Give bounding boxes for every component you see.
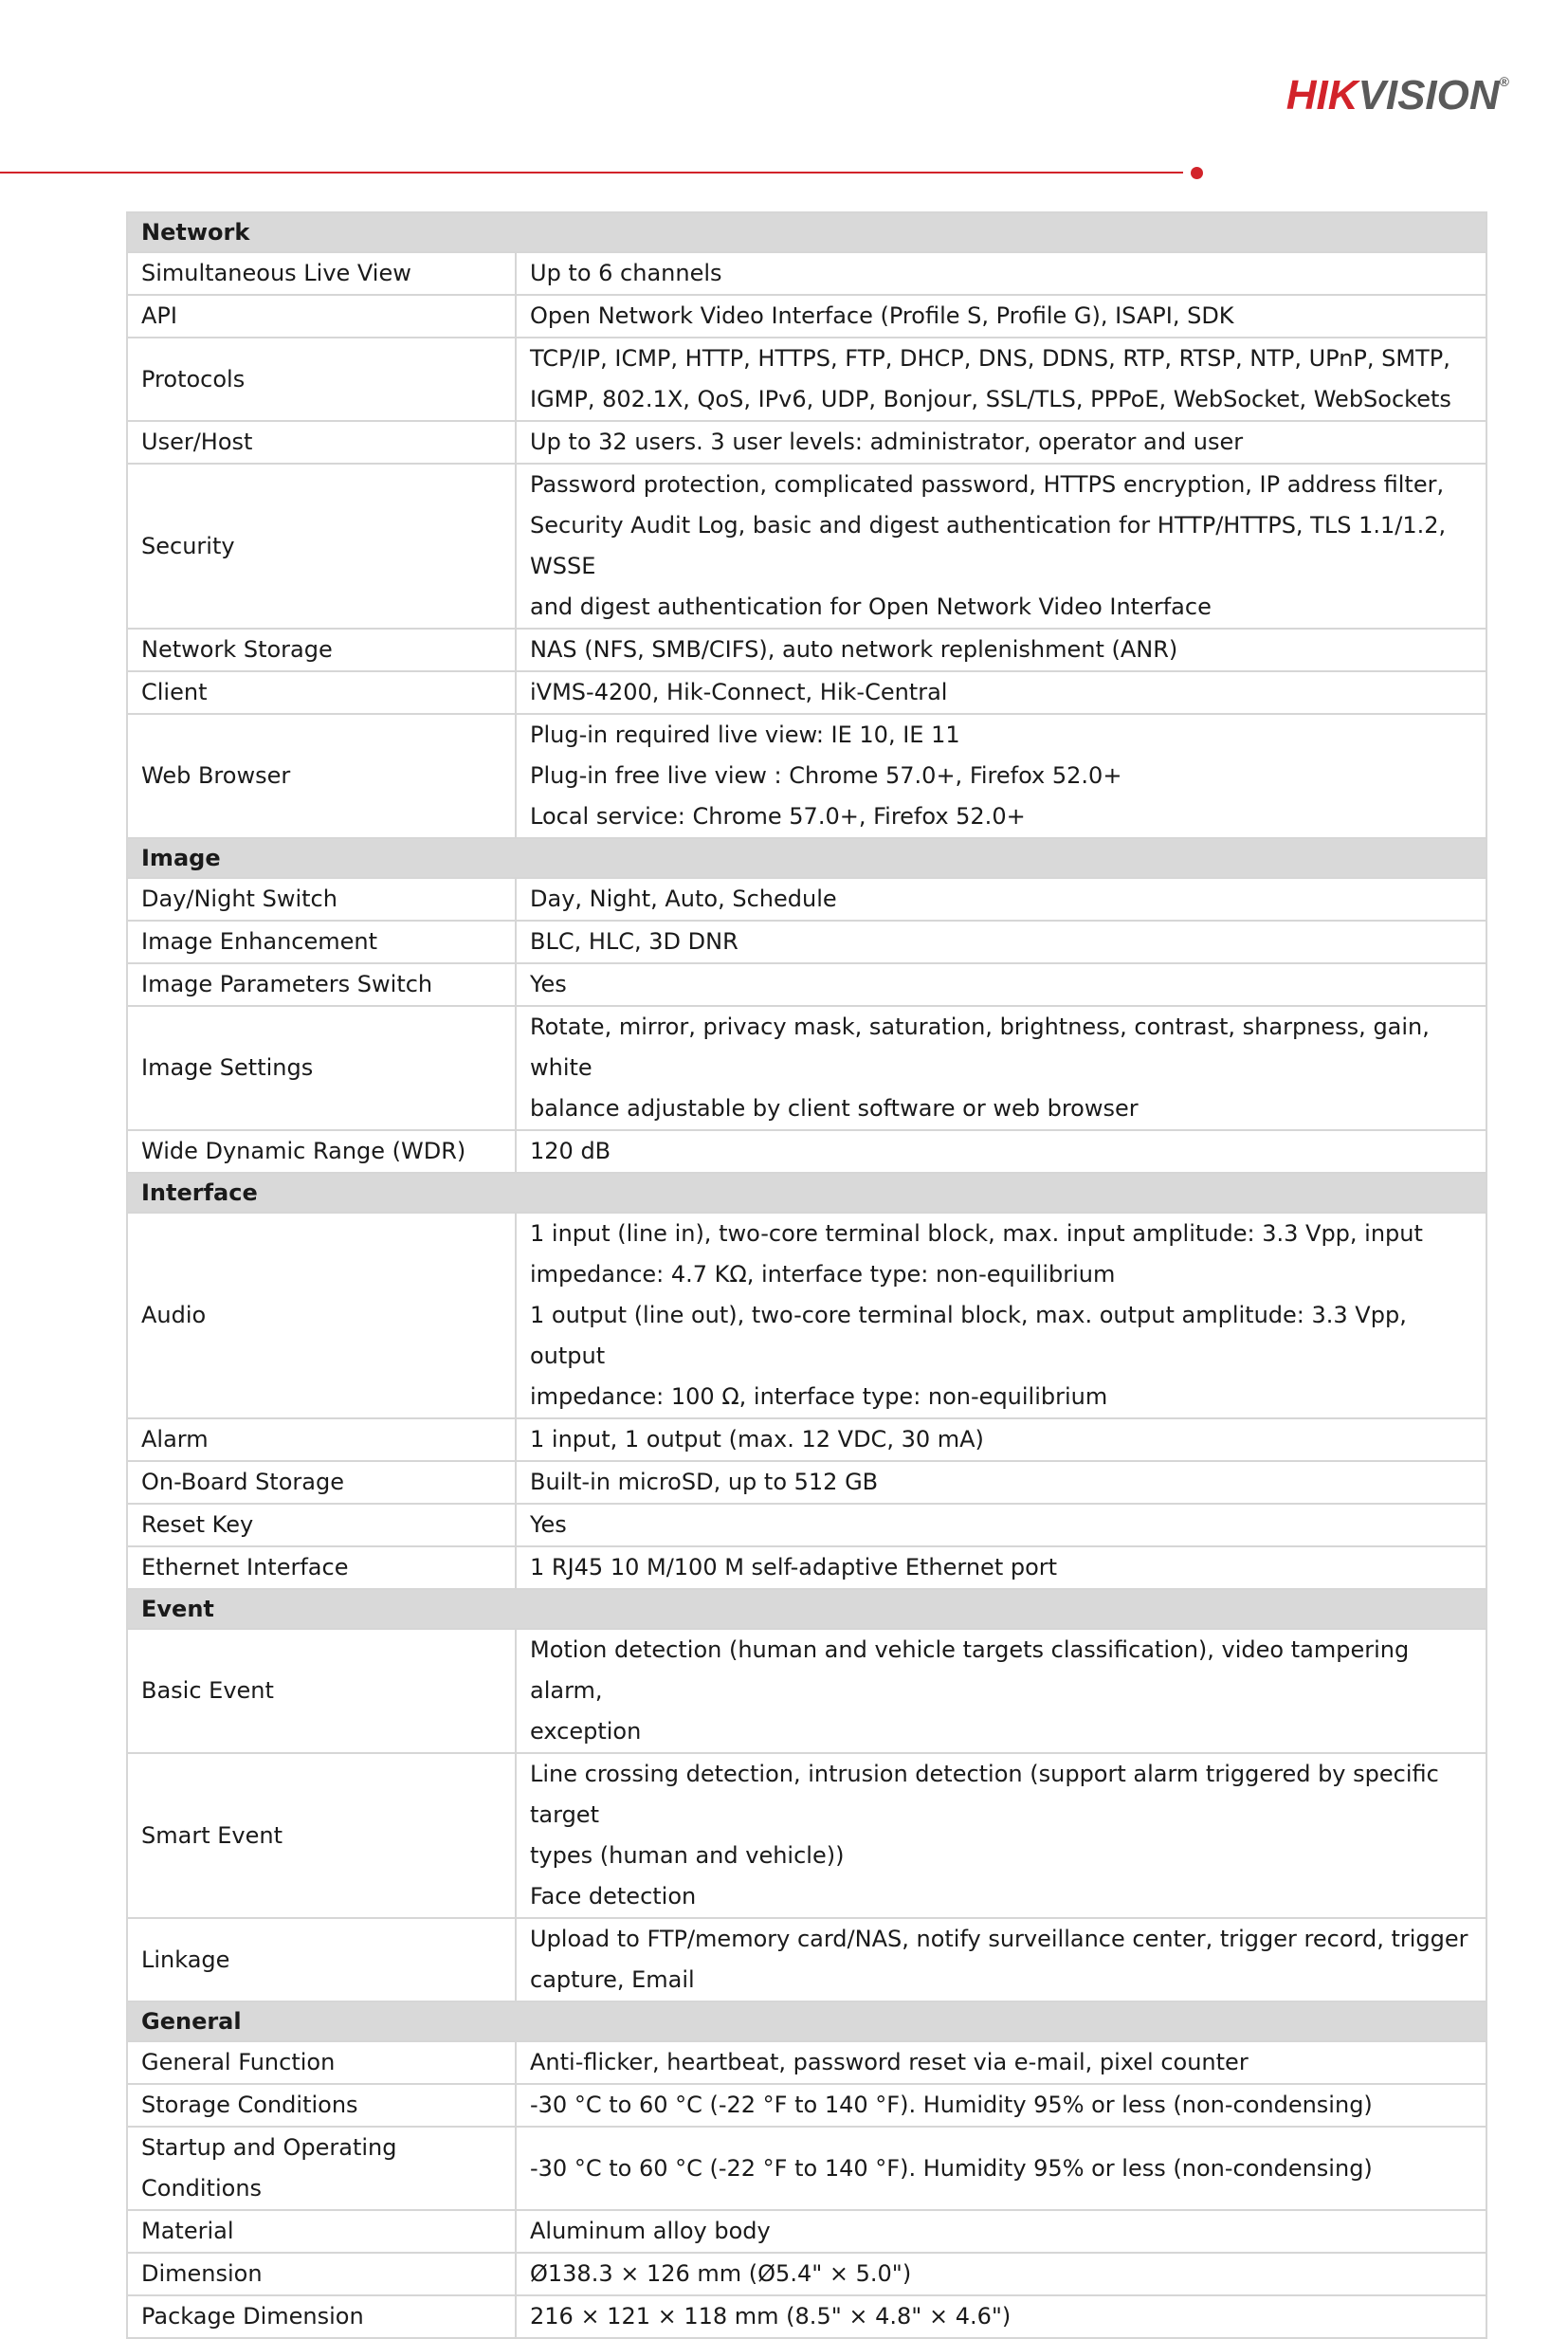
spec-label-line: Dimension [141,2260,263,2287]
spec-label-line: Linkage [141,1946,230,1973]
section-header-row [127,1589,1486,1629]
spec-label [127,1213,516,1418]
spec-value-line: 1 RJ45 10 M/100 M self-adaptive Ethernet port [530,1554,1058,1581]
spec-value-line: Line crossing detection, intrusion detection (support alarm triggered by specific target [530,1761,1439,1828]
spec-row [127,963,1486,1006]
spec-value [516,1213,1486,1418]
spec-label [127,295,516,338]
spec-label-line: Day/Night Switch [141,886,337,912]
spec-value [516,2041,1486,2084]
section-title: Event [127,1589,1486,1629]
spec-row [127,295,1486,338]
spec-value-line: TCP/IP, ICMP, HTTP, HTTPS, FTP, DHCP, DNS, DDNS, RTP, RTSP, NTP, UPnP, SMTP, [530,345,1450,372]
spec-label [127,2210,516,2253]
spec-value-line: 1 input, 1 output (max. 12 VDC, 30 mA) [530,1426,984,1453]
spec-value-line: balance adjustable by client software or web browser [530,1095,1139,1122]
spec-label [127,1006,516,1130]
spec-value-line: capture, Email [530,1966,695,1993]
spec-value [516,878,1486,921]
spec-row [127,1918,1486,2001]
spec-value [516,338,1486,421]
spec-label [127,1629,516,1753]
spec-value [516,421,1486,464]
spec-value-line: Yes [530,1511,567,1538]
spec-label-line: Package Dimension [141,2303,364,2330]
section-title: Interface [127,1173,1486,1213]
spec-label [127,252,516,295]
spec-label [127,629,516,671]
spec-label-line: Smart Event [141,1821,283,1849]
spec-row [127,1629,1486,1753]
spec-value [516,921,1486,963]
spec-value-line: Aluminum alloy body [530,2218,771,2244]
spec-value [516,1461,1486,1504]
spec-value-line: -30 °C to 60 °C (-22 °F to 140 °F). Humidity 95% or less (non-condensing) [530,2092,1373,2118]
spec-row [127,2041,1486,2084]
spec-value-line: BLC, HLC, 3D DNR [530,928,738,955]
spec-row [127,1753,1486,1918]
spec-value-line: Ø138.3 × 126 mm (Ø5.4" × 5.0") [530,2260,912,2287]
spec-value [516,1130,1486,1173]
spec-label [127,714,516,838]
spec-label-line: Reset Key [141,1511,254,1538]
logo-vision: VISION [1358,72,1500,119]
section-title: Network [127,212,1486,252]
spec-row [127,1461,1486,1504]
spec-label [127,2253,516,2295]
spec-label-line: API [141,302,177,329]
spec-label-line: Conditions [141,2175,263,2202]
spec-value [516,2253,1486,2295]
spec-label-line: On-Board Storage [141,1469,344,1495]
spec-value-line: Open Network Video Interface (Profile S, Profile G), ISAPI, SDK [530,302,1234,329]
spec-label-line: Image Settings [141,1054,314,1081]
spec-value [516,629,1486,671]
spec-value [516,2210,1486,2253]
section-title: Image [127,838,1486,878]
spec-label-line: Image Parameters Switch [141,971,433,997]
spec-value-line: iVMS-4200, Hik-Connect, Hik-Central [530,679,948,705]
spec-value-line: Day, Night, Auto, Schedule [530,886,837,912]
spec-value-line: impedance: 100 Ω, interface type: non-equilibrium [530,1383,1108,1410]
spec-label-line: Wide Dynamic Range (WDR) [141,1138,466,1164]
spec-value [516,1629,1486,1753]
spec-row [127,1130,1486,1173]
spec-value-line: Security Audit Log, basic and digest authentication for HTTP/HTTPS, TLS 1.1/1.2, WSSE [530,512,1447,579]
spec-value [516,714,1486,838]
spec-value-line: Upload to FTP/memory card/NAS, notify surveillance center, trigger record, trigger [530,1926,1468,1952]
spec-value-line: Yes [530,971,567,997]
spec-label-line: Ethernet Interface [141,1554,349,1581]
spec-row [127,878,1486,921]
spec-value [516,2295,1486,2338]
spec-table [126,211,1487,2339]
registered-mark: ® [1499,74,1509,89]
spec-value-line: Face detection [530,1883,697,1910]
header-rule-dot [1191,167,1203,179]
spec-table-body [127,212,1486,2338]
spec-label-line: Basic Event [141,1677,274,1704]
spec-value-line: 120 dB [530,1138,611,1164]
spec-label [127,421,516,464]
spec-label-line: User/Host [141,429,253,455]
spec-row [127,1213,1486,1418]
spec-row [127,1418,1486,1461]
spec-value-line: -30 °C to 60 °C (-22 °F to 140 °F). Humidity 95% or less (non-condensing) [530,2154,1373,2182]
spec-label-line: Security [141,532,235,559]
spec-row [127,1006,1486,1130]
section-title: General [127,2001,1486,2041]
spec-label [127,878,516,921]
spec-value-line: Password protection, complicated password, HTTPS encryption, IP address filter, [530,471,1445,498]
spec-value-line: IGMP, 802.1X, QoS, IPv6, UDP, Bonjour, SSL/TLS, PPPoE, WebSocket, WebSockets [530,386,1451,412]
section-header-row [127,1173,1486,1213]
spec-value-line: Up to 32 users. 3 user levels: administrator, operator and user [530,429,1244,455]
spec-value [516,2084,1486,2127]
spec-value [516,1418,1486,1461]
spec-label [127,2084,516,2127]
spec-value-line: Anti-flicker, heartbeat, password reset via e-mail, pixel counter [530,2049,1249,2075]
spec-row [127,2295,1486,2338]
spec-label-line: Network Storage [141,636,333,663]
spec-label [127,2127,516,2210]
spec-row [127,629,1486,671]
spec-label [127,1918,516,2001]
spec-label-line: Alarm [141,1426,209,1453]
spec-value-line: exception [530,1718,642,1745]
spec-value [516,1753,1486,1918]
spec-row [127,2253,1486,2295]
spec-row [127,338,1486,421]
spec-label [127,671,516,714]
spec-row [127,421,1486,464]
spec-label [127,338,516,421]
spec-value-line: Local service: Chrome 57.0+, Firefox 52.0+ [530,803,1026,830]
spec-value-line: 1 output (line out), two-core terminal block, max. output amplitude: 3.3 Vpp, output [530,1302,1407,1369]
spec-row [127,921,1486,963]
spec-value [516,1006,1486,1130]
spec-row [127,671,1486,714]
spec-label [127,921,516,963]
spec-label-line: Protocols [141,365,246,393]
spec-value [516,1546,1486,1589]
spec-row [127,2084,1486,2127]
spec-label [127,1461,516,1504]
spec-label-line: General Function [141,2049,336,2075]
spec-label-line: Startup and Operating [141,2134,397,2161]
spec-value-line: Rotate, mirror, privacy mask, saturation, brightness, contrast, sharpness, gain, white [530,1014,1430,1081]
spec-label [127,1130,516,1173]
spec-row [127,1546,1486,1589]
spec-value [516,2127,1486,2210]
spec-row [127,464,1486,629]
spec-value [516,671,1486,714]
spec-label-line: Audio [141,1302,207,1328]
spec-label [127,464,516,629]
section-header-row [127,838,1486,878]
spec-label-line: Client [141,679,208,705]
hikvision-logo [1286,72,1509,119]
spec-value-line: types (human and vehicle)) [530,1842,845,1869]
spec-value [516,1504,1486,1546]
spec-label [127,2041,516,2084]
section-header-row [127,2001,1486,2041]
spec-value-line: 216 × 121 × 118 mm (8.5" × 4.8" × 4.6") [530,2303,1012,2330]
spec-value [516,252,1486,295]
spec-row [127,714,1486,838]
spec-value [516,1918,1486,2001]
spec-row [127,252,1486,295]
spec-label [127,2295,516,2338]
spec-value-line: Up to 6 channels [530,260,722,286]
header-rule [0,172,1183,174]
spec-value-line: 1 input (line in), two-core terminal block, max. input amplitude: 3.3 Vpp, input [530,1220,1423,1247]
spec-value-line: impedance: 4.7 KΩ, interface type: non-equilibrium [530,1261,1116,1288]
spec-label-line: Simultaneous Live View [141,260,411,286]
section-header-row [127,212,1486,252]
spec-label-line: Material [141,2218,234,2244]
spec-value-line: Motion detection (human and vehicle targets classification), video tampering alarm, [530,1636,1410,1704]
logo-hik: HIK [1285,72,1358,119]
spec-value [516,295,1486,338]
spec-label [127,963,516,1006]
spec-label-line: Web Browser [141,762,291,789]
spec-label [127,1418,516,1461]
spec-label-line: Image Enhancement [141,928,378,955]
spec-value-line: Built-in microSD, up to 512 GB [530,1469,879,1495]
spec-label [127,1753,516,1918]
spec-row [127,2127,1486,2210]
spec-value-line: Plug-in free live view : Chrome 57.0+, Firefox 52.0+ [530,762,1122,789]
spec-label-line: Storage Conditions [141,2092,358,2118]
spec-value [516,464,1486,629]
spec-value-line: Plug-in required live view: IE 10, IE 11 [530,722,960,748]
spec-value-line: and digest authentication for Open Network Video Interface [530,594,1212,620]
spec-value-line: NAS (NFS, SMB/CIFS), auto network replenishment (ANR) [530,636,1178,663]
spec-value [516,963,1486,1006]
spec-row [127,2210,1486,2253]
spec-row [127,1504,1486,1546]
spec-label [127,1546,516,1589]
spec-label [127,1504,516,1546]
